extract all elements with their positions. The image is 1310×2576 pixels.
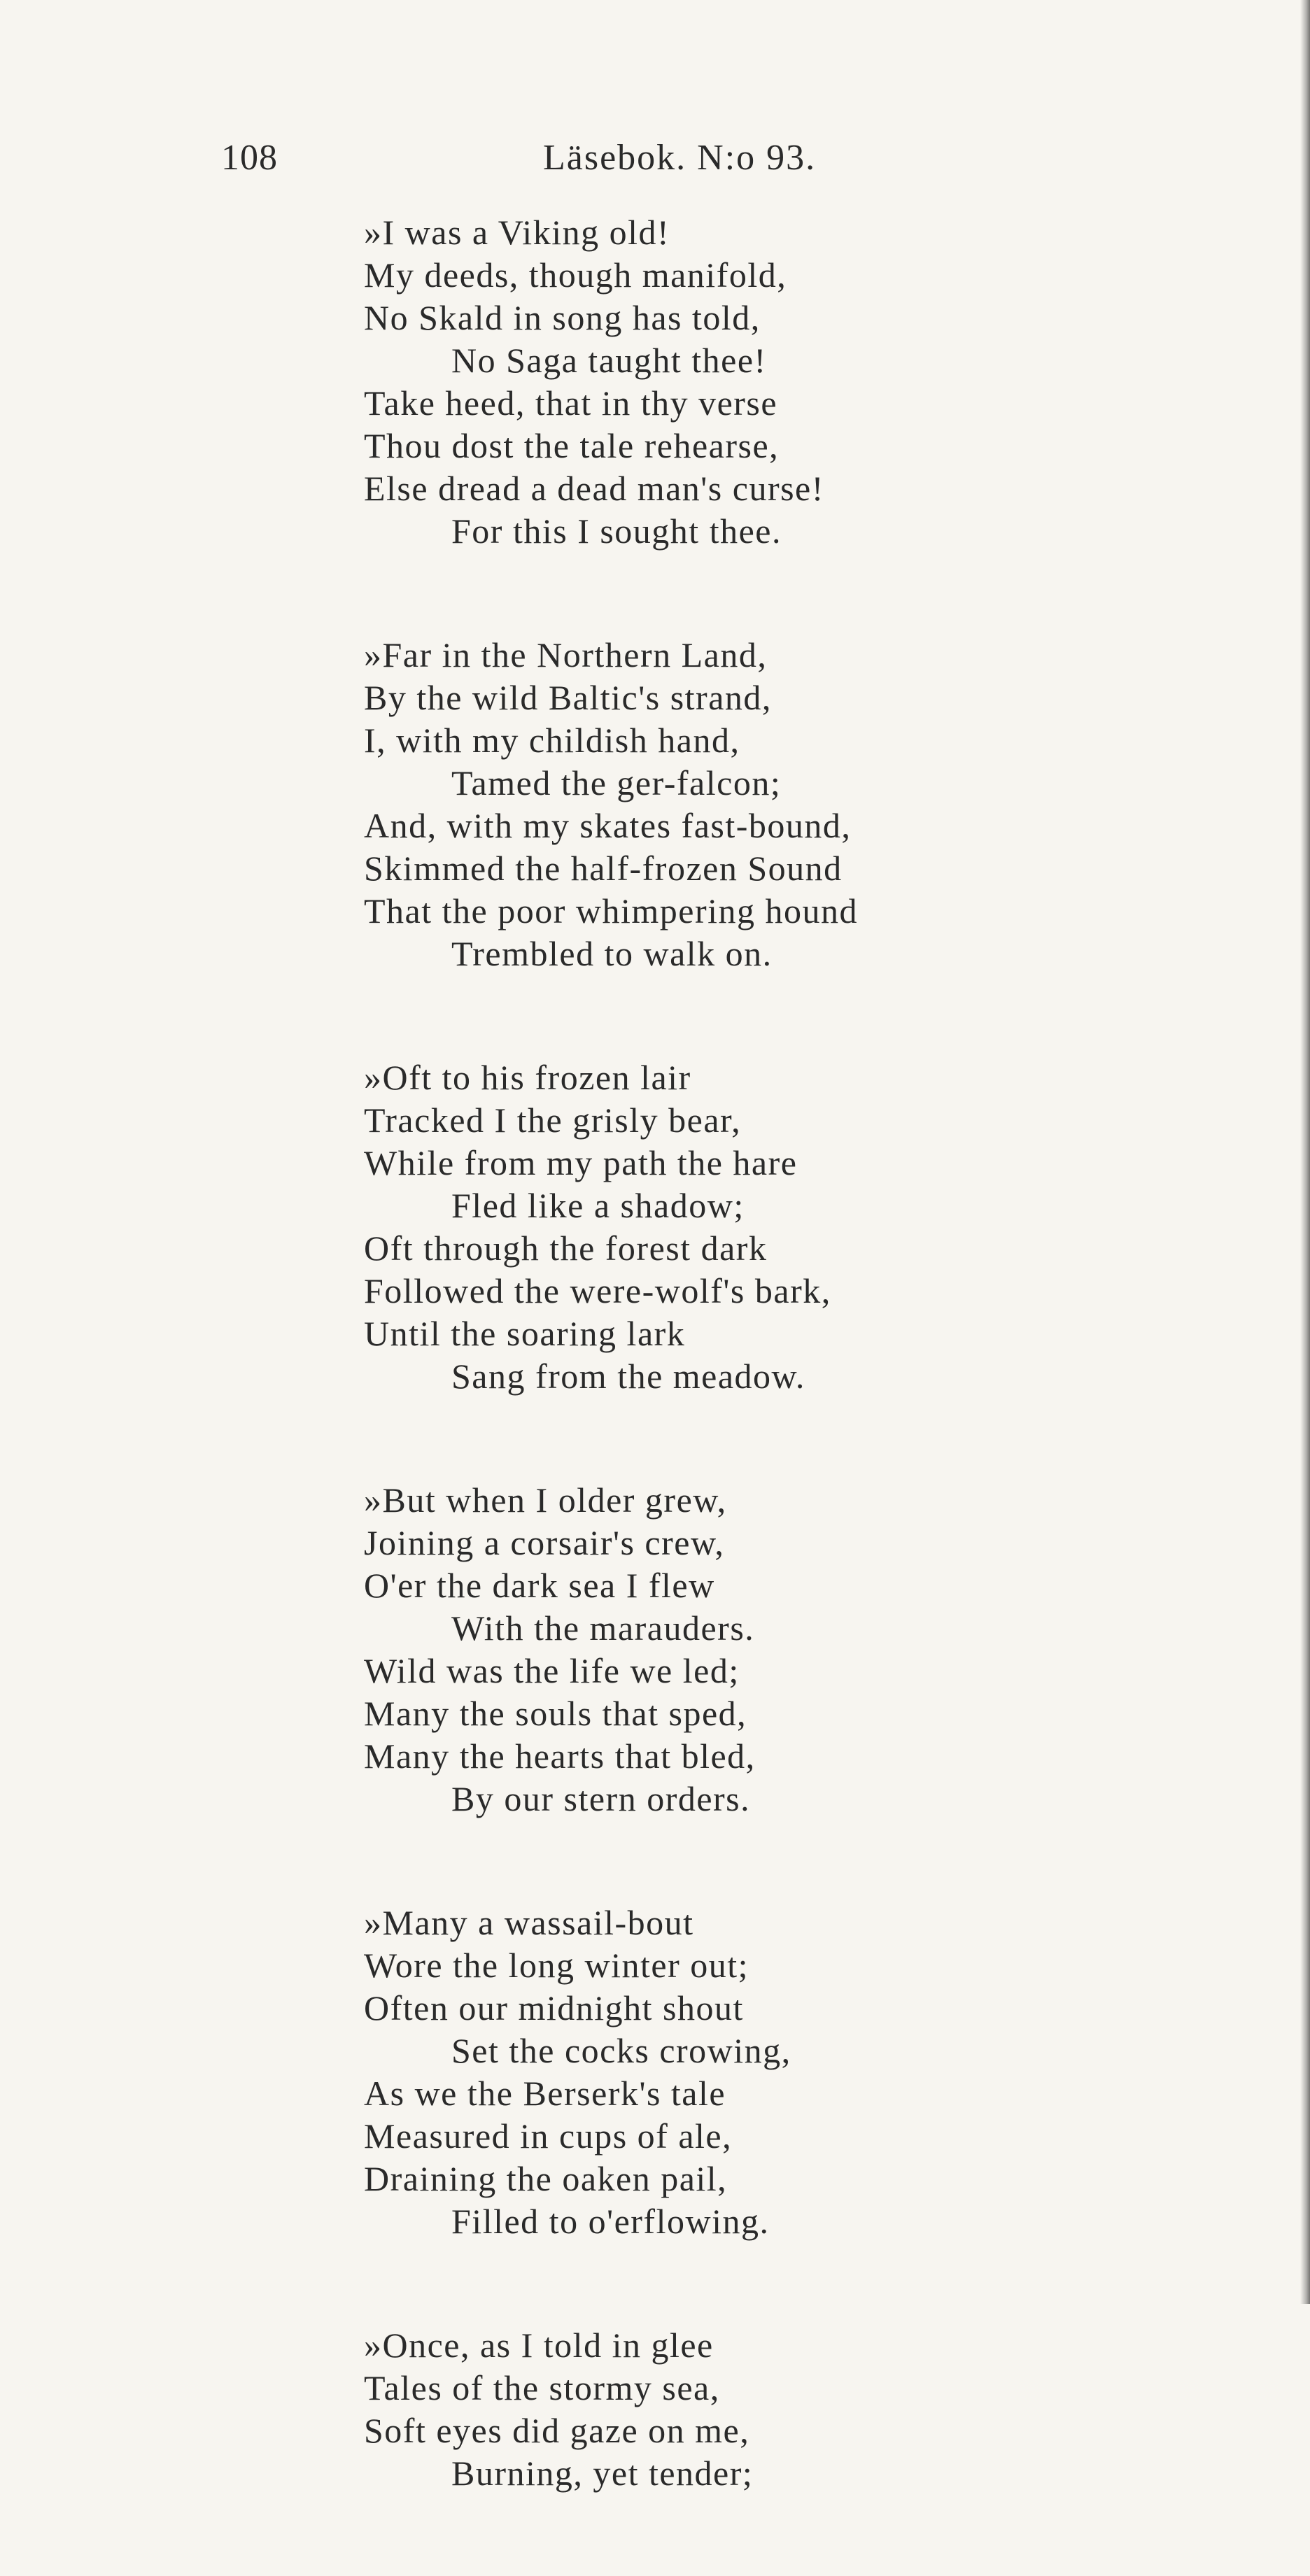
poem-line: I, with my childish hand, bbox=[364, 721, 740, 760]
poem-line: For this I sought thee. bbox=[451, 511, 782, 551]
poem-line: Many the souls that sped, bbox=[364, 1694, 747, 1733]
poem-line: »Oft to his frozen lair bbox=[364, 1058, 691, 1097]
poem-line: Burning, yet tender; bbox=[451, 2454, 754, 2493]
poem-line: That the poor whimpering hound bbox=[364, 891, 858, 930]
poem-line: »I was a Viking old! bbox=[364, 213, 670, 252]
poem-line: Joining a corsair's crew, bbox=[364, 1523, 725, 1562]
stanza bbox=[364, 634, 994, 975]
poem-line: Skimmed the half-frozen Sound bbox=[364, 849, 843, 888]
page-header bbox=[221, 137, 872, 186]
poem-line: Set the cocks crowing, bbox=[451, 2031, 791, 2070]
poem-line: »Once, as I told in glee bbox=[364, 2326, 714, 2365]
poem-line: Often our midnight shout bbox=[364, 1988, 744, 2027]
stanza bbox=[364, 2324, 994, 2495]
poem-line: Sang from the meadow. bbox=[451, 1357, 805, 1396]
stanza bbox=[364, 1479, 994, 1820]
poem-line: Tamed the ger-falcon; bbox=[451, 763, 782, 802]
poem-line: No Saga taught thee! bbox=[451, 341, 767, 380]
poem-line: Draining the oaken pail, bbox=[364, 2159, 728, 2198]
poem-line: Tales of the stormy sea, bbox=[364, 2368, 720, 2407]
poem-line: O'er the dark sea I flew bbox=[364, 1566, 715, 1605]
poem-line: Soft eyes did gaze on me, bbox=[364, 2411, 750, 2450]
poem-line: Followed the were-wolf's bark, bbox=[364, 1271, 831, 1310]
poem-line: Fled like a shadow; bbox=[451, 1186, 745, 1225]
poem-line: Oft through the forest dark bbox=[364, 1229, 768, 1268]
poem-line: Many the hearts that bled, bbox=[364, 1736, 756, 1776]
poem-line: And, with my skates fast-bound, bbox=[364, 806, 852, 845]
stanza bbox=[364, 211, 994, 553]
poem-line: »But when I older grew, bbox=[364, 1480, 727, 1520]
running-title: Läsebok. N:o 93. bbox=[543, 138, 817, 178]
poem-line: Wore the long winter out; bbox=[364, 1946, 749, 1985]
poem-line: »Many a wassail-bout bbox=[364, 1903, 694, 1942]
poem-line: As we the Berserk's tale bbox=[364, 2074, 726, 2113]
poem-line: While from my path the hare bbox=[364, 1143, 798, 1182]
poem-line: Trembled to walk on. bbox=[451, 934, 773, 973]
poem-line: Thou dost the tale rehearse, bbox=[364, 426, 780, 465]
poem-line: No Skald in song has told, bbox=[364, 298, 761, 337]
poem-line: By our stern orders. bbox=[451, 1779, 751, 1818]
stanza bbox=[364, 1056, 994, 1398]
page-edge-shadow bbox=[1300, 0, 1310, 2304]
poem-line: Until the soaring lark bbox=[364, 1314, 686, 1353]
poem-line: My deeds, though manifold, bbox=[364, 255, 787, 295]
poem-line: Tracked I the grisly bear, bbox=[364, 1101, 742, 1140]
poem-line: Measured in cups of ale, bbox=[364, 2116, 733, 2156]
poem-line: Take heed, that in thy verse bbox=[364, 383, 778, 423]
poem bbox=[364, 211, 994, 2576]
poem-line: By the wild Baltic's strand, bbox=[364, 678, 772, 717]
page-number: 108 bbox=[221, 138, 278, 178]
poem-line: Else dread a dead man's curse! bbox=[364, 469, 824, 508]
stanza bbox=[364, 1902, 994, 2243]
poem-line: Filled to o'erflowing. bbox=[451, 2202, 770, 2241]
poem-line: »Far in the Northern Land, bbox=[364, 635, 768, 674]
poem-line: With the marauders. bbox=[451, 1608, 755, 1648]
poem-line: Wild was the life we led; bbox=[364, 1651, 740, 1690]
